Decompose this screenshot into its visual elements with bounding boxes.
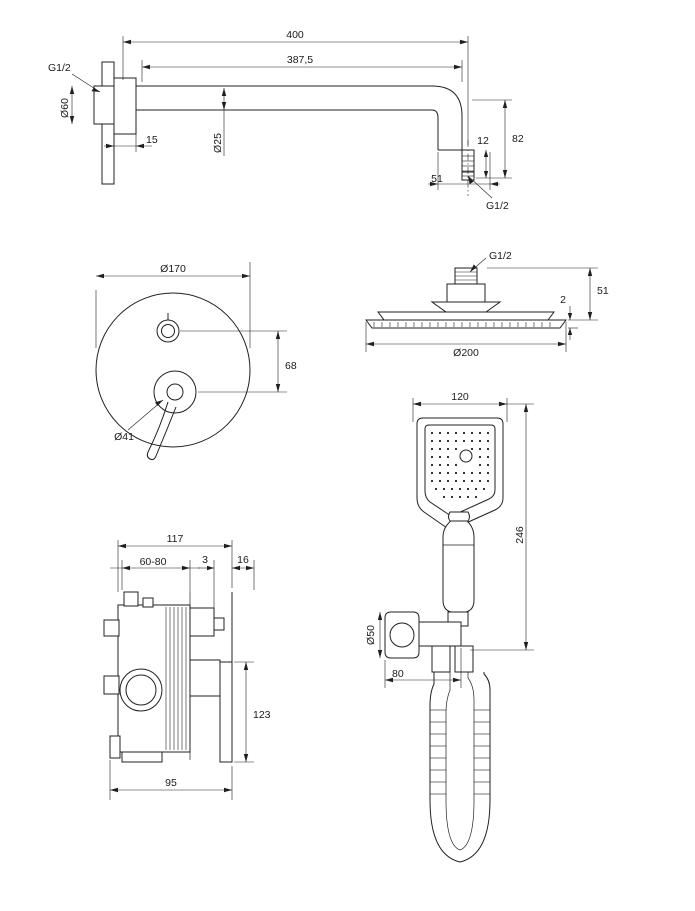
dim-label-arm-total-length: 400 bbox=[286, 29, 304, 41]
head-joint-block bbox=[447, 284, 485, 302]
arm-tube-upper bbox=[136, 86, 462, 150]
dim-label-arm-length-to-bend: 387,5 bbox=[286, 54, 314, 66]
arrow-80-right bbox=[453, 678, 461, 682]
arrow-16-right bbox=[246, 566, 254, 570]
arrow-d200-left bbox=[366, 342, 374, 346]
head-body-plate bbox=[366, 320, 566, 328]
body-right-outlet-lower bbox=[190, 660, 220, 696]
arrow-head51-top bbox=[588, 268, 592, 276]
view-mixer-front bbox=[96, 262, 297, 460]
arrow-d60-top bbox=[70, 86, 74, 94]
dim-label-body-outlet-length: 16 bbox=[237, 554, 249, 566]
arrow-68-top bbox=[276, 331, 280, 339]
arrow-12-top bbox=[484, 150, 488, 157]
body-left-inlet-lower bbox=[104, 676, 119, 694]
dim-label-head-plate-thickness: 2 bbox=[560, 294, 566, 306]
dim-label-arm-outlet-height: 12 bbox=[477, 135, 489, 147]
arrow-68-bottom bbox=[276, 384, 280, 392]
dim-label-arm-drop-height: 82 bbox=[512, 133, 524, 145]
dim-label-control-spacing: 68 bbox=[285, 360, 297, 372]
arrow-d170-left bbox=[96, 274, 104, 278]
arrow-head2-lower bbox=[568, 328, 572, 335]
arrow-123-right bbox=[224, 788, 232, 792]
arrow-117-right bbox=[224, 544, 232, 548]
mixer-plate-outline bbox=[96, 293, 250, 447]
arrow-15-right bbox=[136, 144, 144, 148]
arrow-12-bottom bbox=[484, 171, 488, 178]
arrow-123-left bbox=[110, 788, 118, 792]
dim-label-head-connector-height: 51 bbox=[597, 285, 609, 297]
arrow-d25-bottom bbox=[222, 102, 226, 110]
handshower-holder bbox=[432, 646, 450, 672]
dim-label-arm-flange-diameter: Ø60 bbox=[59, 98, 71, 118]
body-left-inlet-upper bbox=[104, 620, 119, 636]
arrow-3875-right bbox=[454, 65, 462, 69]
leader-g12-outlet bbox=[468, 176, 492, 198]
arrow-82-bottom bbox=[503, 170, 507, 178]
arrow-400-right bbox=[460, 40, 468, 44]
arm-flange-body bbox=[114, 78, 136, 134]
dim-label-body-height: 123 bbox=[253, 709, 271, 721]
arrow-246-bottom bbox=[524, 642, 528, 650]
dim-label-arm-tube-diameter: Ø25 bbox=[212, 133, 224, 153]
arrow-d25-top bbox=[222, 88, 226, 96]
arrow-d50-bottom bbox=[378, 650, 382, 658]
view-concealed-body bbox=[104, 533, 271, 800]
arrow-d170-right bbox=[242, 274, 250, 278]
arrow-117-left bbox=[118, 544, 126, 548]
arrow-d50-top bbox=[378, 612, 382, 620]
arrow-95-bottom bbox=[244, 754, 248, 762]
arrow-6080-left bbox=[122, 566, 130, 570]
arrow-120-left bbox=[413, 402, 421, 406]
dim-label-body-width-top: 117 bbox=[166, 533, 184, 545]
head-joint-cone bbox=[432, 302, 500, 312]
wall-outlet-arm bbox=[419, 622, 461, 646]
body-right-stub bbox=[214, 618, 224, 630]
arrow-82-top bbox=[503, 100, 507, 108]
arrow-51-right bbox=[490, 182, 498, 186]
dim-label-body-plate-gap: 3 bbox=[202, 554, 208, 566]
dim-label-wall-outlet-diameter: Ø50 bbox=[365, 625, 377, 645]
dim-label-body-install-depth: 60-80 bbox=[139, 556, 167, 568]
body-bottom-flange bbox=[122, 752, 162, 762]
dim-label-head-inlet-thread: G1/2 bbox=[489, 250, 512, 262]
head-top-plate bbox=[378, 312, 554, 320]
dim-label-hand-shower-length: 246 bbox=[514, 526, 526, 544]
hose-coil-lines bbox=[430, 710, 490, 794]
dim-label-arm-outlet-offset: 51 bbox=[431, 173, 443, 185]
arrow-246-top bbox=[524, 404, 528, 412]
arm-tube-lower bbox=[136, 110, 438, 150]
body-front-cover bbox=[220, 662, 232, 762]
arrow-head51-bottom bbox=[588, 312, 592, 320]
dim-label-hand-shower-width: 120 bbox=[451, 391, 469, 403]
dim-label-wall-outlet-projection: 80 bbox=[392, 668, 404, 680]
handshower-handle bbox=[443, 520, 474, 612]
dim-label-arm-flange-depth: 15 bbox=[146, 134, 158, 146]
body-top-stub-right bbox=[143, 598, 153, 607]
dim-label-handle-hub-diameter: Ø41 bbox=[114, 431, 134, 443]
shower-hose-inner bbox=[446, 672, 474, 850]
arrow-6080-right bbox=[182, 566, 190, 570]
dim-label-plate-diameter: Ø170 bbox=[160, 263, 186, 275]
body-top-stub-left bbox=[124, 592, 138, 606]
body-right-outlet-upper bbox=[190, 608, 214, 636]
arrow-d200-right bbox=[558, 342, 566, 346]
body-left-outlet-lower bbox=[110, 736, 120, 758]
mixer-handle-hub bbox=[154, 371, 196, 413]
view-hand-shower bbox=[365, 391, 534, 862]
handshower-handle-top bbox=[449, 512, 470, 521]
arrow-head2-upper bbox=[568, 313, 572, 320]
arrow-16-left bbox=[232, 566, 240, 570]
shower-hose-outer bbox=[430, 672, 490, 862]
arrow-120-right bbox=[499, 402, 507, 406]
mixer-diverter-knob bbox=[157, 320, 179, 342]
dim-label-arm-wall-thread: G1/2 bbox=[48, 62, 71, 74]
arrow-3 bbox=[207, 566, 214, 570]
dim-label-body-width-bottom: 95 bbox=[165, 777, 177, 789]
view-shower-head bbox=[366, 250, 609, 359]
arrow-3875-left bbox=[142, 65, 150, 69]
arrow-95-top bbox=[244, 662, 248, 670]
dim-label-arm-outlet-thread: G1/2 bbox=[486, 200, 509, 212]
view-shower-arm bbox=[48, 29, 524, 212]
arrow-400-left bbox=[123, 40, 131, 44]
dim-label-head-diameter: Ø200 bbox=[453, 347, 479, 359]
